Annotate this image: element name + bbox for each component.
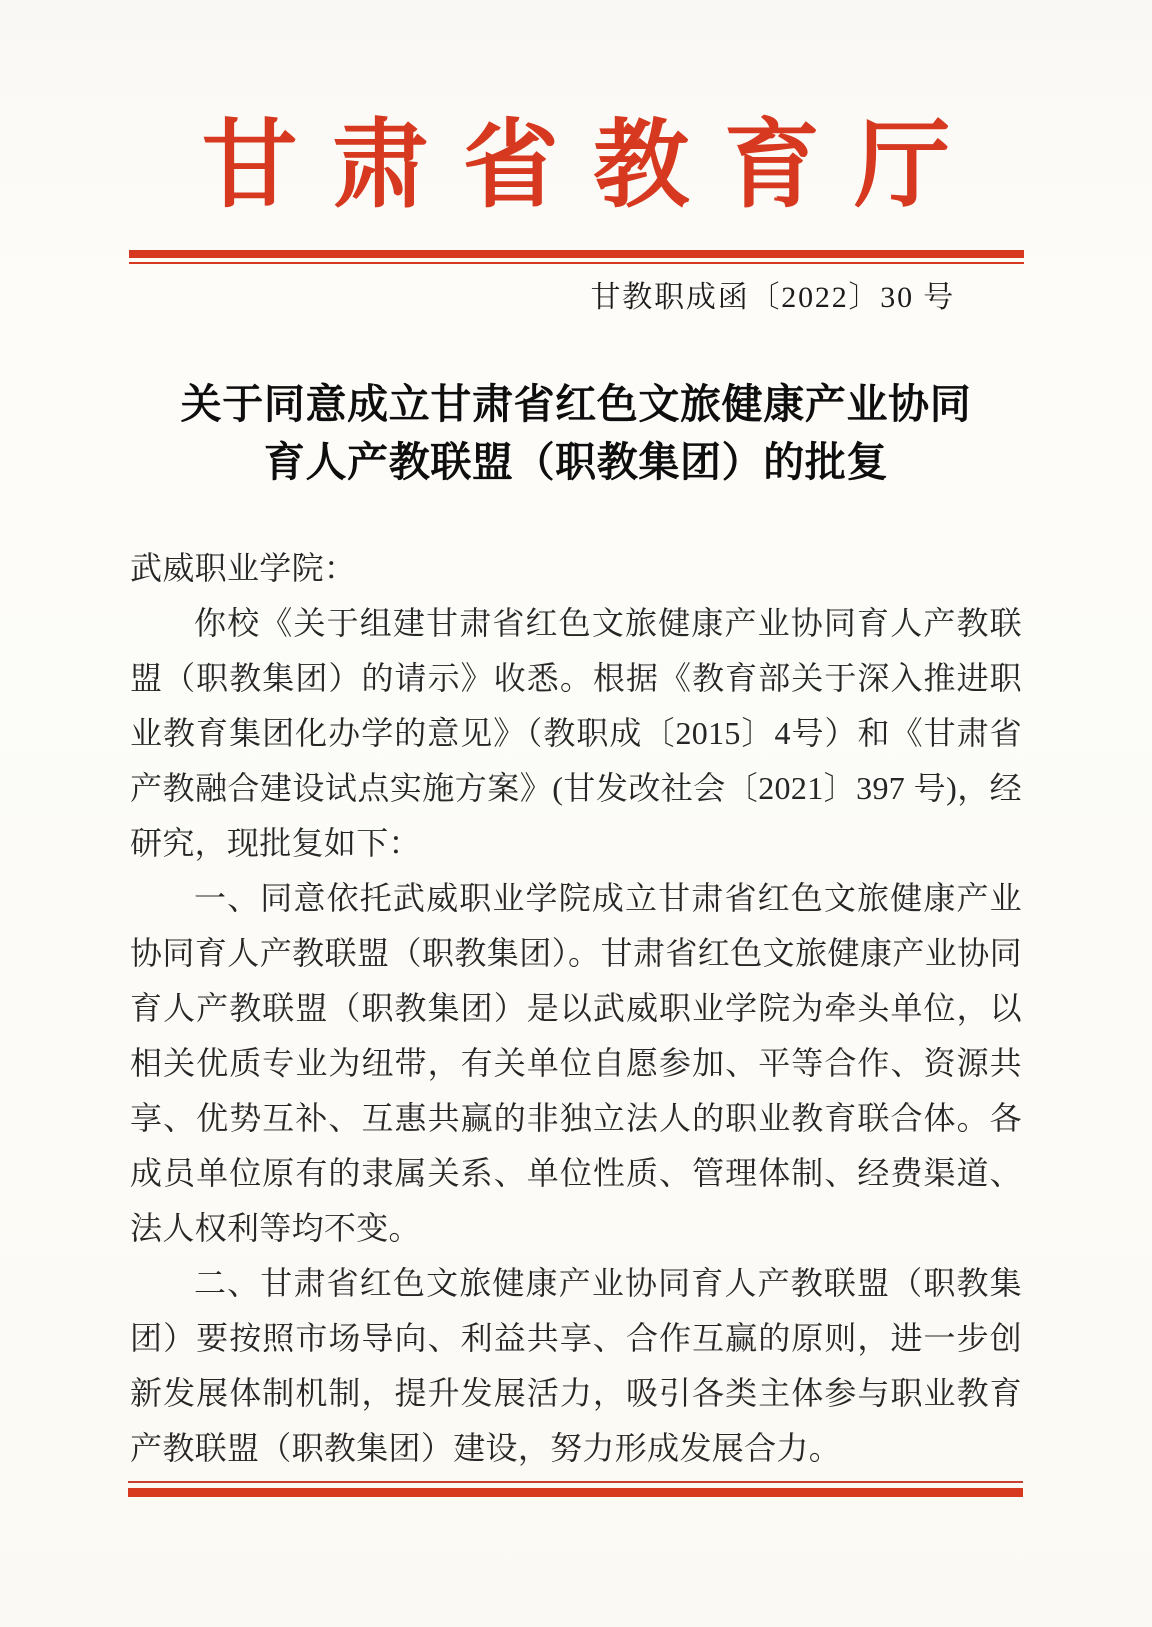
document-body [130, 541, 1022, 1476]
agency-name: 甘肃省教育厅 [201, 112, 985, 219]
document-title-line-2: 育人产教联盟（职教集团）的批复 [263, 438, 889, 485]
body-paragraph-3: 二、甘肃省红色文旅健康产业协同育人产教联盟（职教集团）要按照市场导向、利益共享、合作互赢的原则，进一步创新发展体制机制，提升发展活力，吸引各类主体参与职业教育产教联盟（职教集团）建设，努力形成发展合力。 [130, 1264, 1022, 1466]
footer-divider-thick-line [128, 1488, 1023, 1497]
header-divider-thin-line [129, 262, 1024, 264]
header-divider [129, 250, 1024, 264]
footer-divider [128, 1481, 1023, 1497]
body-paragraph-2: 一、同意依托武威职业学院成立甘肃省红色文旅健康产业协同育人产教联盟（职教集团）。甘肃省红色文旅健康产业协同育人产教联盟（职教集团）是以武威职业学院为牵头单位，以相关优质专业为纽带，有关单位自愿参加、平等合作、资源共享、优势互补、互惠共赢的非独立法人的职业教育联合体。各成员单位原有的隶属关系、单位性质、管理体制、经费渠道、法人权利等均不变。 [130, 879, 1022, 1246]
doc-number: 甘教职成函〔2022〕30 号 [590, 281, 955, 314]
footer-divider-thin-line [128, 1481, 1023, 1483]
body-paragraph-1: 你校《关于组建甘肃省红色文旅健康产业协同育人产教联盟（职教集团）的请示》收悉。根据《教育部关于深入推进职业教育集团化办学的意见》（教职成〔2015〕4号）和《甘肃省产教融合建设试点实施方案》(甘发改社会〔2021〕397 号)，经研究，现批复如下： [130, 604, 1022, 861]
header-divider-thick-line [129, 250, 1024, 258]
document-title-line-1: 关于同意成立甘肃省红色文旅健康产业协同 [180, 380, 972, 427]
salutation: 武威职业学院： [130, 549, 357, 586]
document-title [0, 375, 1152, 491]
